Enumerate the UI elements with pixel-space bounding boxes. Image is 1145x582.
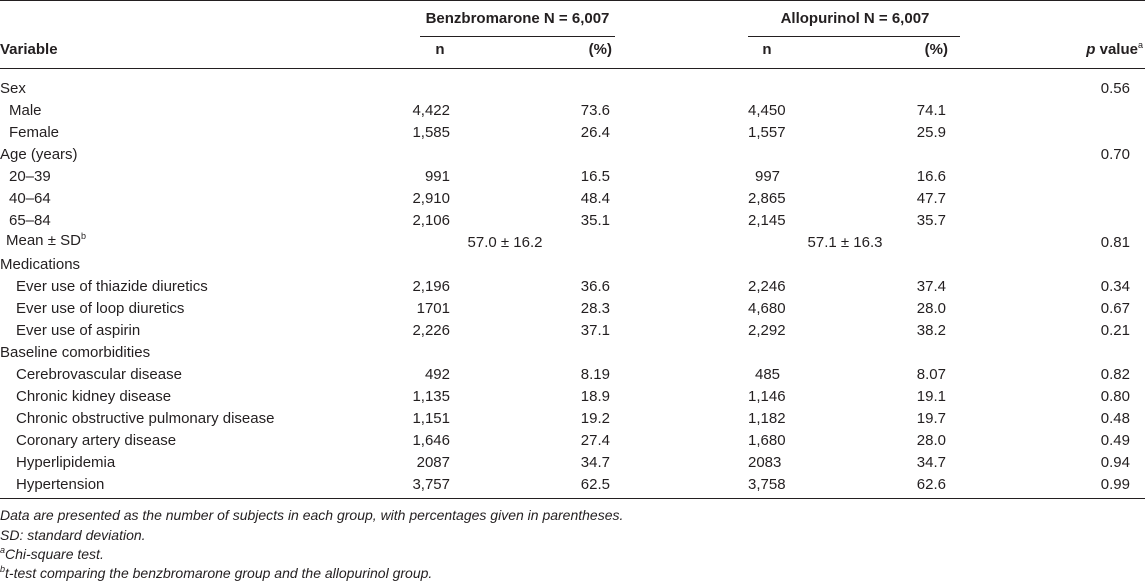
row-meds-label: Medications (0, 256, 81, 273)
row-loop-p: 0.67 (1100, 300, 1130, 317)
pct-header-1: (%) (588, 41, 612, 58)
row-loop-pct2: 28.0 (916, 300, 946, 317)
row-aspirin-pct2: 38.2 (916, 322, 946, 339)
row-thiazide-p: 0.34 (1100, 278, 1130, 295)
row-mean-v2: 57.1 ± 16.3 (807, 234, 883, 251)
row-htn-pct2: 62.6 (916, 476, 946, 493)
row-age2-n1: 2,910 (412, 190, 450, 207)
row-copd-pct1: 19.2 (580, 410, 610, 427)
row-thiazide-pct1: 36.6 (580, 278, 610, 295)
row-age1-label: 20–39 (9, 168, 51, 185)
row-hyperlip-pct2: 34.7 (916, 454, 946, 471)
row-female-n2: 1,557 (748, 124, 786, 141)
footnote-ttest-sup: b (0, 564, 6, 574)
row-copd-label: Chronic obstructive pulmonary disease (16, 410, 275, 427)
row-male-pct1: 73.6 (580, 102, 610, 119)
row-cad-pct1: 27.4 (580, 432, 610, 449)
n-header-2: n (762, 41, 772, 58)
row-age1-n2: 997 (755, 168, 781, 185)
row-aspirin-p: 0.21 (1100, 322, 1130, 339)
header-rule (0, 68, 1145, 69)
footnote-chi-text: Chi-square test. (5, 546, 104, 562)
row-aspirin-n2: 2,292 (748, 322, 786, 339)
row-female-n1: 1,585 (412, 124, 450, 141)
row-hyperlip-n1: 2087 (416, 454, 450, 471)
row-ckd-n2: 1,146 (748, 388, 786, 405)
row-loop-label: Ever use of loop diuretics (16, 300, 185, 317)
row-age1-pct1: 16.5 (580, 168, 610, 185)
n-header-1: n (435, 41, 445, 58)
group-header-allopurinol: Allopurinol N = 6,007 (780, 10, 930, 27)
row-hyperlip-p: 0.94 (1100, 454, 1130, 471)
row-female-pct1: 26.4 (580, 124, 610, 141)
row-cvd-p: 0.82 (1100, 366, 1130, 383)
row-cvd-label: Cerebrovascular disease (16, 366, 182, 383)
row-male-n2: 4,450 (748, 102, 786, 119)
row-ckd-n1: 1,135 (412, 388, 450, 405)
row-age2-pct1: 48.4 (580, 190, 610, 207)
row-cad-pct2: 28.0 (916, 432, 946, 449)
row-loop-pct1: 28.3 (580, 300, 610, 317)
row-age3-label: 65–84 (9, 212, 51, 229)
mean-label-text: Mean ± SD (6, 232, 81, 249)
row-mean-p: 0.81 (1100, 234, 1130, 251)
row-ckd-p: 0.80 (1100, 388, 1130, 405)
footnote-data: Data are presented as the number of subjects in each group, with percentages given in parentheses. (0, 507, 624, 523)
pct-header-2: (%) (924, 41, 948, 58)
row-male-label: Male (9, 102, 42, 119)
row-hyperlip-n2: 2083 (748, 454, 782, 471)
row-male-pct2: 74.1 (916, 102, 946, 119)
row-age-label: Age (years) (0, 146, 78, 163)
row-thiazide-label: Ever use of thiazide diuretics (16, 278, 208, 295)
row-copd-p: 0.48 (1100, 410, 1130, 427)
row-age2-pct2: 47.7 (916, 190, 946, 207)
row-male-n1: 4,422 (412, 102, 450, 119)
row-htn-n2: 3,758 (748, 476, 786, 493)
footnote-ttest-text: t-test comparing the benzbromarone group and the allopurinol group. (5, 565, 433, 581)
row-age2-n2: 2,865 (748, 190, 786, 207)
row-thiazide-n2: 2,246 (748, 278, 786, 295)
row-copd-n1: 1,151 (412, 410, 450, 427)
row-sex-label: Sex (0, 80, 26, 97)
row-sex-p: 0.56 (1100, 80, 1130, 97)
row-loop-n2: 4,680 (748, 300, 786, 317)
group-header-benzbromarone: Benzbromarone N = 6,007 (425, 10, 610, 27)
row-hyperlip-pct1: 34.7 (580, 454, 610, 471)
p-value-text: value (1095, 41, 1138, 58)
row-mean-v1: 57.0 ± 16.2 (467, 234, 543, 251)
group-rule-allopurinol (748, 36, 960, 37)
row-age1-n1: 991 (424, 168, 450, 185)
row-age2-label: 40–64 (9, 190, 51, 207)
row-cvd-pct1: 8.19 (580, 366, 610, 383)
row-age3-pct1: 35.1 (580, 212, 610, 229)
row-copd-n2: 1,182 (748, 410, 786, 427)
p-value-header (1040, 41, 1143, 59)
footnote-chi (0, 545, 104, 563)
row-ckd-pct2: 19.1 (916, 388, 946, 405)
row-loop-n1: 1701 (416, 300, 450, 317)
row-cvd-n2: 485 (755, 366, 781, 383)
row-cad-p: 0.49 (1100, 432, 1130, 449)
row-htn-p: 0.99 (1100, 476, 1130, 493)
row-cad-n1: 1,646 (412, 432, 450, 449)
row-ckd-label: Chronic kidney disease (16, 388, 172, 405)
row-copd-pct2: 19.7 (916, 410, 946, 427)
row-thiazide-pct2: 37.4 (916, 278, 946, 295)
row-age-p: 0.70 (1100, 146, 1130, 163)
row-age3-n1: 2,106 (412, 212, 450, 229)
group-rule-benzbromarone (420, 36, 615, 37)
row-aspirin-label: Ever use of aspirin (16, 322, 141, 339)
row-htn-pct1: 62.5 (580, 476, 610, 493)
row-hyperlip-label: Hyperlipidemia (16, 454, 116, 471)
row-htn-label: Hypertension (16, 476, 105, 493)
row-female-label: Female (9, 124, 60, 141)
mean-label-sup: b (80, 231, 86, 241)
footnote-chi-sup: a (0, 545, 6, 555)
row-cvd-n1: 492 (424, 366, 450, 383)
p-letter: p (1086, 41, 1096, 58)
row-aspirin-n1: 2,226 (412, 322, 450, 339)
row-cad-label: Coronary artery disease (16, 432, 177, 449)
row-female-pct2: 25.9 (916, 124, 946, 141)
p-sup: a (1137, 40, 1143, 50)
row-age1-pct2: 16.6 (916, 168, 946, 185)
row-comorb-label: Baseline comorbidities (0, 344, 151, 361)
row-cad-n2: 1,680 (748, 432, 786, 449)
top-rule (0, 0, 1145, 1)
variable-header: Variable (0, 41, 58, 58)
footnote-ttest (0, 564, 432, 582)
footnote-sd: SD: standard deviation. (0, 527, 146, 543)
row-htn-n1: 3,757 (412, 476, 450, 493)
row-aspirin-pct1: 37.1 (580, 322, 610, 339)
row-age3-pct2: 35.7 (916, 212, 946, 229)
row-ckd-pct1: 18.9 (580, 388, 610, 405)
row-mean-label (6, 232, 86, 250)
row-thiazide-n1: 2,196 (412, 278, 450, 295)
row-age3-n2: 2,145 (748, 212, 786, 229)
row-cvd-pct2: 8.07 (916, 366, 946, 383)
bottom-rule (0, 498, 1145, 499)
